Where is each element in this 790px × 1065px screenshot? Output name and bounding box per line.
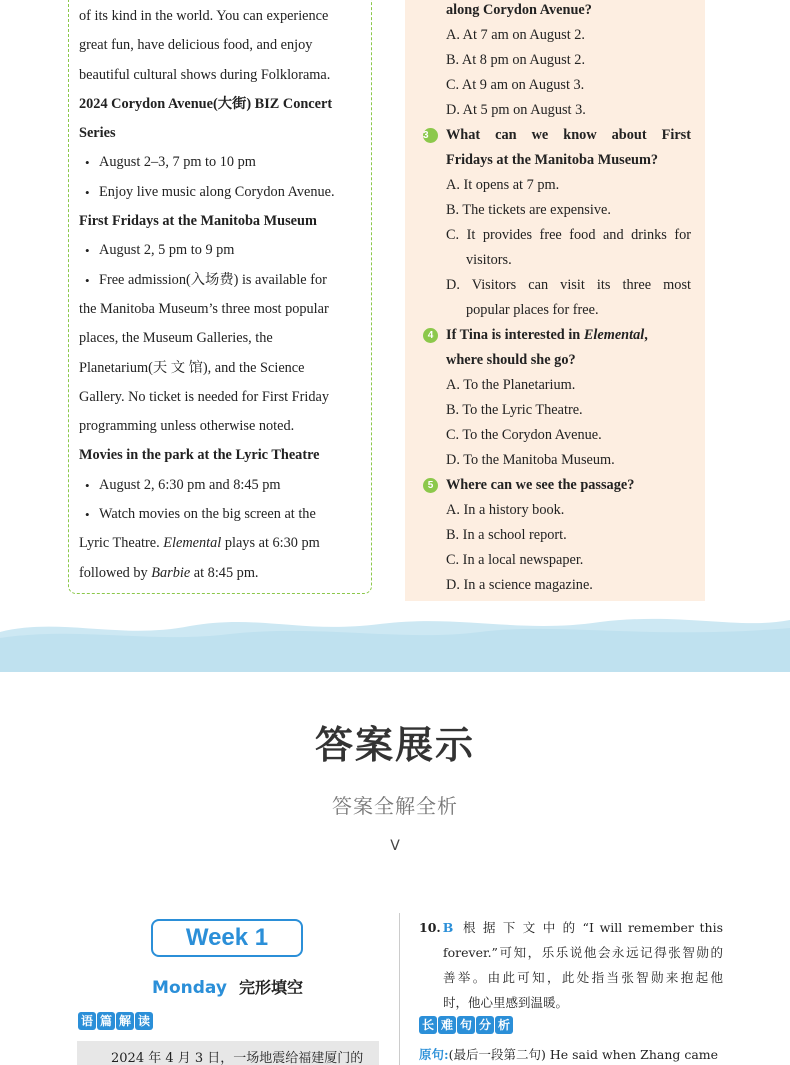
option: C. It provides free food and drinks for: [446, 227, 691, 243]
sentence-analysis-tag: [419, 1016, 513, 1034]
question-number: 10.: [419, 920, 441, 935]
option: A. At 7 am on August 2.: [446, 27, 586, 43]
question-3-title-cont: Fridays at the Manitoba Museum?: [446, 152, 659, 168]
answer-line: 善举。由此可知，此处指当张智勋来抱起他: [443, 970, 723, 985]
tag-char: 长: [419, 1016, 437, 1034]
option: C. At 9 am on August 3.: [446, 77, 585, 93]
question-2-tail: along Corydon Avenue?: [446, 2, 592, 18]
text: followed by: [79, 564, 148, 581]
text: plays at 6:30 pm: [224, 535, 320, 552]
original-label: 原句:: [419, 1047, 449, 1062]
question-3-title: [423, 123, 691, 148]
tag-char: 析: [495, 1016, 513, 1034]
section-title-corydon: 2024 Corydon Avenue(大街) BIZ Concert: [79, 95, 333, 112]
passage-analysis-tag: [78, 1012, 153, 1030]
option: D. In a science magazine.: [446, 577, 593, 593]
bullet-detail-cont: [79, 559, 357, 588]
day-heading: [0, 975, 455, 998]
chevron-down-icon: V: [390, 838, 400, 854]
answer-text: 根 据 下 文 中 的 “I will remember this: [461, 920, 723, 935]
option: A. To the Planetarium.: [446, 377, 576, 393]
answer-explanation: [419, 915, 723, 1015]
option: D. At 5 pm on August 3.: [446, 102, 586, 118]
option: C. To the Corydon Avenue.: [446, 427, 602, 443]
question-text: What can we know about First: [446, 127, 691, 143]
movie-title-elemental: Elemental: [163, 535, 222, 552]
section-title-lyric: Movies in the park at the Lyric Theatre: [79, 447, 320, 464]
tag-char: 难: [438, 1016, 456, 1034]
bullet-detail-cont: the Manitoba Museum’s three most popular: [79, 300, 329, 317]
question-4-title-cont: where should she go?: [446, 352, 576, 368]
tag-char: 分: [476, 1016, 494, 1034]
question-text: Where can we see the passage?: [446, 477, 635, 493]
event-info-box: [68, 0, 372, 594]
tag-char: 读: [135, 1012, 153, 1030]
intro-line: of its kind in the world. You can experience: [79, 8, 329, 24]
question-text: If Tina is interested in: [446, 327, 581, 343]
bullet-detail: • Free admission(入场费) is available for: [79, 266, 357, 295]
text: at 8:45 pm.: [193, 564, 259, 581]
option: B. In a school report.: [446, 527, 567, 543]
bullet-detail-cont: programming unless otherwise noted.: [79, 418, 295, 435]
movie-title-barbie: Barbie: [151, 564, 191, 581]
option: D. To the Manitoba Museum.: [446, 452, 615, 468]
question-number-badge: 5: [423, 478, 438, 493]
option: C. In a local newspaper.: [446, 552, 584, 568]
intro-line: beautiful cultural shows during Folklorama.: [79, 66, 331, 83]
bullet-date: • August 2, 6:30 pm and 8:45 pm: [79, 471, 357, 500]
option-cont: popular places for free.: [466, 302, 599, 318]
answer-page-preview: [0, 905, 790, 1065]
passage-summary: 2024 年 4 月 3 日，一场地震给福建厦门的: [77, 1041, 379, 1065]
answer-section-subtitle: 答案全解全析: [332, 794, 458, 818]
tag-char: 语: [78, 1012, 96, 1030]
answer-line: [419, 915, 723, 940]
answer-line: forever.”可知，乐乐说他会永远记得张智勋的: [443, 945, 723, 960]
option: A. In a history book.: [446, 502, 565, 518]
bullet-detail-cont: places, the Museum Galleries, the: [79, 330, 273, 347]
option: B. The tickets are expensive.: [446, 202, 611, 218]
original-text: (最后一段第二句) He said when Zhang came: [448, 1047, 719, 1062]
option: B. At 8 pm on August 2.: [446, 52, 586, 68]
tag-char: 篇: [97, 1012, 115, 1030]
bullet-detail: • Enjoy live music along Corydon Avenue.: [79, 178, 357, 207]
bullet-detail-cont: Gallery. No ticket is needed for First Friday: [79, 388, 329, 405]
text: Lyric Theatre.: [79, 535, 160, 552]
week-badge: Week 1: [151, 919, 303, 957]
bullet-date: • August 2–3, 7 pm to 10 pm: [79, 148, 357, 177]
tag-char: 解: [116, 1012, 134, 1030]
questions-box: [405, 0, 705, 601]
tag-char: 句: [457, 1016, 475, 1034]
question-4-title: [423, 323, 691, 348]
answer-line: 时，他心里感到温暖。: [443, 995, 569, 1010]
bullet-date: • August 2, 5 pm to 9 pm: [79, 236, 357, 265]
option: A. It opens at 7 pm.: [446, 177, 560, 193]
question-text: ,: [644, 327, 648, 343]
bullet-detail-cont: [79, 529, 357, 558]
section-title-museum: First Fridays at the Manitoba Museum: [79, 213, 317, 230]
answer-letter: B: [442, 920, 454, 935]
question-number-badge: 3: [423, 128, 438, 143]
answer-section-title: 答案展示: [307, 720, 483, 770]
wave-divider: [0, 612, 790, 672]
task-type: 完形填空: [238, 978, 303, 997]
question-5-title: [423, 473, 691, 498]
answer-title-wrap: [0, 720, 790, 770]
bullet-detail-cont: Planetarium(天 文 馆), and the Science: [79, 359, 305, 376]
movie-title-elemental: Elemental: [583, 327, 645, 343]
option-cont: visitors.: [466, 252, 512, 268]
day-label: Monday: [152, 978, 227, 998]
section-title-corydon-cont: Series: [79, 125, 116, 142]
original-sentence: [419, 1045, 723, 1063]
intro-line: great fun, have delicious food, and enjoy: [79, 37, 313, 54]
question-number-badge: 4: [423, 328, 438, 343]
bullet-detail: • Watch movies on the big screen at the: [79, 500, 357, 529]
option: B. To the Lyric Theatre.: [446, 402, 583, 418]
option: D. Visitors can visit its three most: [446, 277, 691, 293]
